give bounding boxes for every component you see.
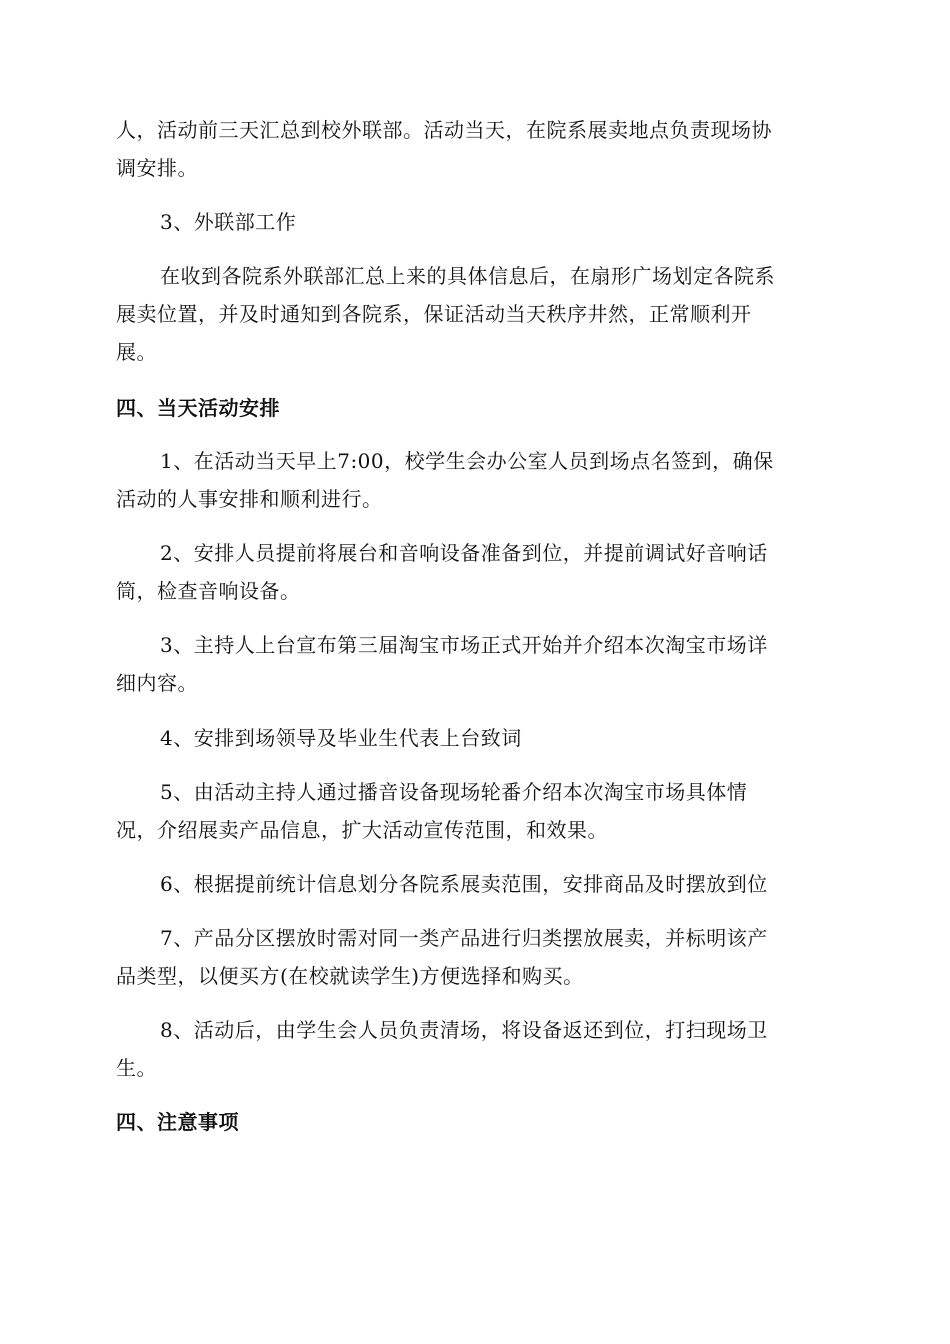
text-line: 人，活动前三天汇总到校外联部。活动当天，在院系展卖地点负责现场协: [116, 118, 772, 142]
subsection-title-liaison-work: [116, 203, 836, 241]
list-item-2: [116, 534, 836, 610]
text-line: 在收到各院系外联部汇总上来的具体信息后，在扇形广场划定各院系: [160, 264, 775, 288]
text-line: 展。: [116, 340, 157, 364]
text-line: 细内容。: [116, 671, 198, 695]
list-item-5: [116, 773, 836, 849]
text-line: 筒，检查音响设备。: [116, 579, 301, 603]
list-item-3: [116, 626, 836, 702]
paragraph-continuation: [116, 111, 836, 187]
text-line: 况，介绍展卖产品信息，扩大活动宣传范围，和效果。: [116, 818, 608, 842]
text-line: 调安排。: [116, 156, 198, 180]
text-line: 活动的人事安排和顺利进行。: [116, 487, 383, 511]
text-line: 品类型，以便买方(在校就读学生)方便选择和购买。: [116, 964, 584, 988]
list-item-8: [116, 1011, 836, 1087]
list-item-6: [116, 865, 836, 903]
text-line: 8、活动后，由学生会人员负责清场，将设备返还到位，打扫现场卫: [160, 1018, 768, 1042]
text-line: 1、在活动当天早上7:00，校学生会办公室人员到场点名签到，确保: [160, 449, 774, 473]
list-item-1: [116, 442, 836, 518]
text-line: 7、产品分区摆放时需对同一类产品进行归类摆放展卖，并标明该产: [160, 926, 768, 950]
text-line: 4、安排到场领导及毕业生代表上台致词: [160, 726, 522, 750]
list-item-7: [116, 919, 836, 995]
text-line: 3、外联部工作: [160, 210, 297, 234]
text-line: 3、主持人上台宣布第三届淘宝市场正式开始并介绍本次淘宝市场详: [160, 633, 768, 657]
paragraph-liaison-work: [116, 257, 836, 371]
section-heading-notes: 四、注意事项: [116, 1110, 239, 1134]
list-item-4: [116, 719, 836, 757]
text-line: 生。: [116, 1056, 157, 1080]
section-heading-day-schedule: 四、当天活动安排: [116, 396, 280, 420]
text-line: 5、由活动主持人通过播音设备现场轮番介绍本次淘宝市场具体情: [160, 780, 748, 804]
text-line: 展卖位置，并及时通知到各院系，保证活动当天秩序井然，正常顺利开: [116, 302, 752, 326]
text-line: 6、根据提前统计信息划分各院系展卖范围，安排商品及时摆放到位: [160, 872, 768, 896]
text-line: 2、安排人员提前将展台和音响设备准备到位，并提前调试好音响话: [160, 541, 768, 565]
